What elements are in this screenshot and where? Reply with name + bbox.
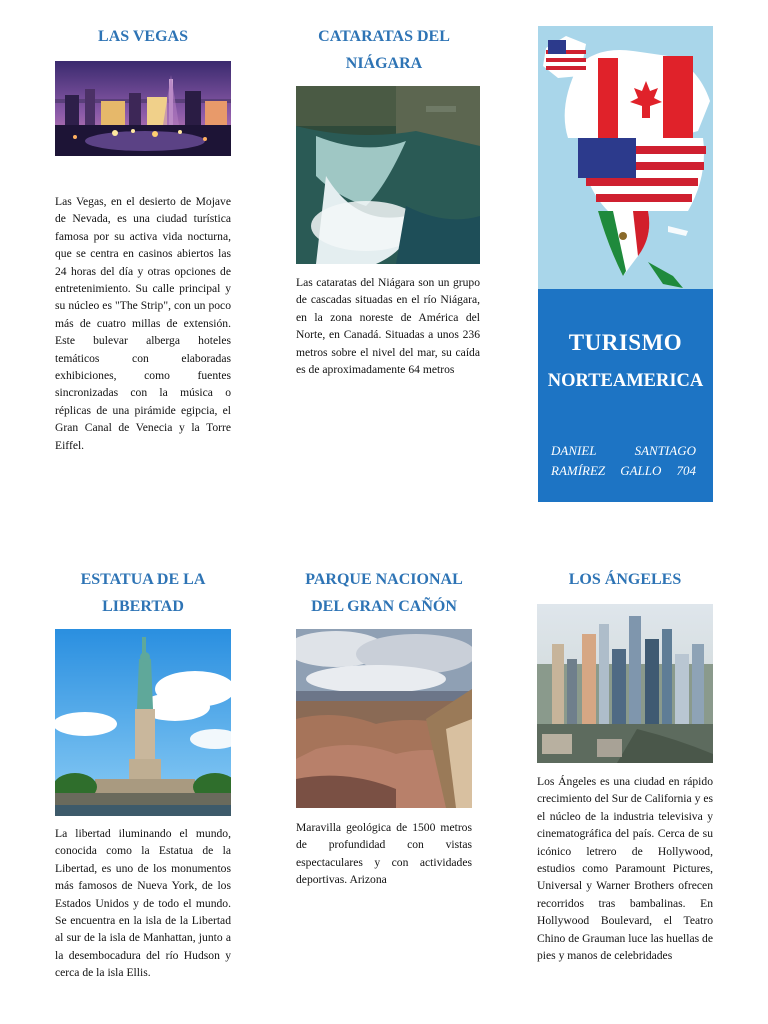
las-vegas-description: Las Vegas, en el desierto de Mojave de Nevada, es una ciudad turística famosa por su activa vida nocturna, que se centra en casinos abiertos las 24 horas del día y otras opciones de entretenimiento. Su calle principal y su núcleo es "The Strip", con un poco más de cuatro millas de extensión. Este bulevar alberga hoteles temáticos con elaboradas exhibiciones, como fuentes sincronizadas con la música o réplicas de una pirámide egipcia, el Gran Canal de Venecia y la Torre Eiffel. [55, 195, 231, 452]
author-line1: DANIEL SANTIAGO [551, 443, 696, 458]
las-vegas-photo [55, 61, 231, 156]
los-angeles-title: LOS ÁNGELES [568, 571, 682, 588]
niagara-title-line2: NIÁGARA [345, 55, 423, 72]
author-line2: RAMÍREZ GALLO 704 [551, 462, 696, 478]
liberty-title-line2: LIBERTAD [102, 598, 184, 615]
niagara-photo [296, 86, 480, 264]
grand-canyon-title-line2: DEL GRAN CAÑÓN [311, 598, 457, 615]
north-america-flag-map [538, 26, 713, 289]
niagara-description: Las cataratas del Niágara son un grupo de cascadas situadas en el río Niágara, en la zona noreste de América del Norte, en Canadá. Situadas a unos 236 metros sobre el nivel del mar, su caída es de aproximadamente 64 metros [296, 276, 480, 377]
liberty-title-line1: ESTATUA DE LA [80, 571, 206, 588]
cover-subtitle: NORTEAMERICA [547, 371, 704, 391]
liberty-photo [55, 629, 231, 816]
niagara-title [296, 23, 472, 77]
liberty-description: La libertad iluminando el mundo, conocida como la Estatua de la Libertad, es uno de los monumentos más famosos de Nueva York, de los Estados Unidos y de todo el mundo. Se encuentra en la isla de la Libertad al sur de la isla de Manhattan, junto a la desembocadura del río Hudson y cerca de la isla Ellis. [55, 827, 231, 980]
las-vegas-title: LAS VEGAS [98, 28, 188, 45]
niagara-title-line1: CATARATAS DEL [318, 28, 450, 45]
grand-canyon-photo [296, 629, 472, 808]
los-angeles-description: Los Ángeles es una ciudad en rápido crecimiento del Sur de California y es el núcleo de la industria televisiva y cinematográfica del país. Cerca de su icónico letrero de Hollywood, estudios como Paramount Pictures, Universal y Warner Brothers ofrecen recorridos tras bambalinas. En Hollywood Boulevard, el Teatro Chino de Grauman luce las huellas de pies y manos de celebridades [537, 775, 713, 963]
cover-title: TURISMO [568, 330, 683, 355]
grand-canyon-title-line1: PARQUE NACIONAL [305, 571, 463, 588]
liberty-title [55, 566, 231, 620]
los-angeles-photo [537, 604, 713, 763]
cover-panel [538, 289, 713, 502]
grand-canyon-description: Maravilla geológica de 1500 metros de profundidad con vistas espectaculares y con actividades deportivas. Arizona [296, 821, 472, 887]
grand-canyon-title [296, 566, 472, 620]
cover-author [551, 441, 696, 480]
